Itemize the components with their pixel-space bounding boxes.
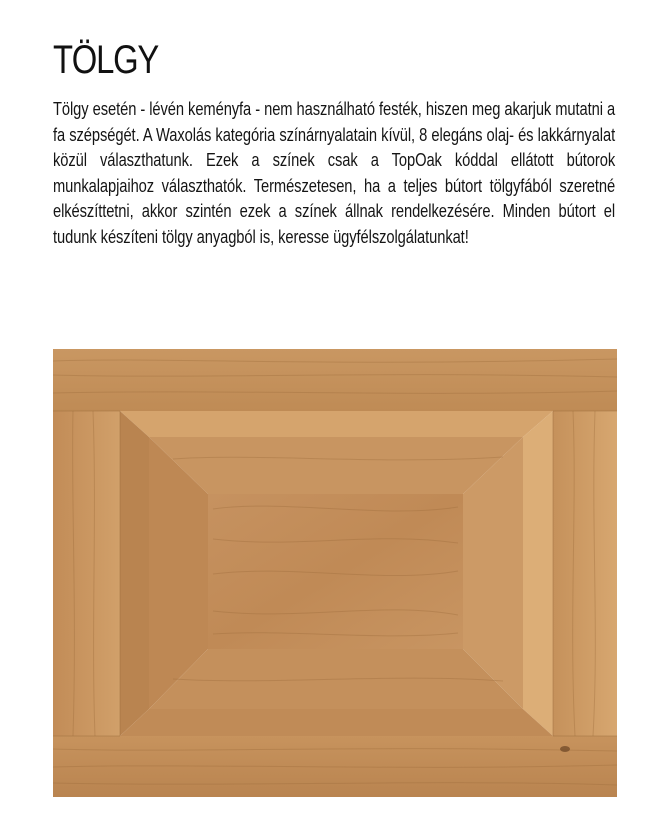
page-title: TÖLGY bbox=[53, 38, 159, 82]
wood-knot bbox=[560, 746, 570, 752]
molding-left bbox=[120, 411, 149, 736]
description-text: Tölgy esetén - lévén keményfa - nem használható festék, hiszen meg akarjuk mutatni a fa szépségét. A Waxolás kategória színárnyalatain kívül, 8 elegáns olaj- és lakkárnyalat közül választhatunk. Ezek a színek csak a TopOak kóddal ellátott bútorok munkalapjaihoz választhatók. Természetesen, ha a teljes bútort tölgyfából szeretné elkészíttetni, akkor szintén ezek a színek állnak rendelkezésére. Minden bútort el tudunk készíteni tölgy anyagból is, keresse ügyfélszolgálatunkat! bbox=[53, 99, 616, 247]
molding-right bbox=[523, 411, 553, 736]
molding-bottom bbox=[120, 709, 553, 736]
oak-door-panel-image bbox=[53, 349, 617, 797]
frame-left-stile bbox=[53, 411, 120, 736]
frame-top-rail bbox=[53, 349, 617, 411]
frame-right-stile bbox=[553, 411, 617, 736]
bevel-top bbox=[149, 437, 523, 494]
molding-top bbox=[120, 411, 553, 437]
